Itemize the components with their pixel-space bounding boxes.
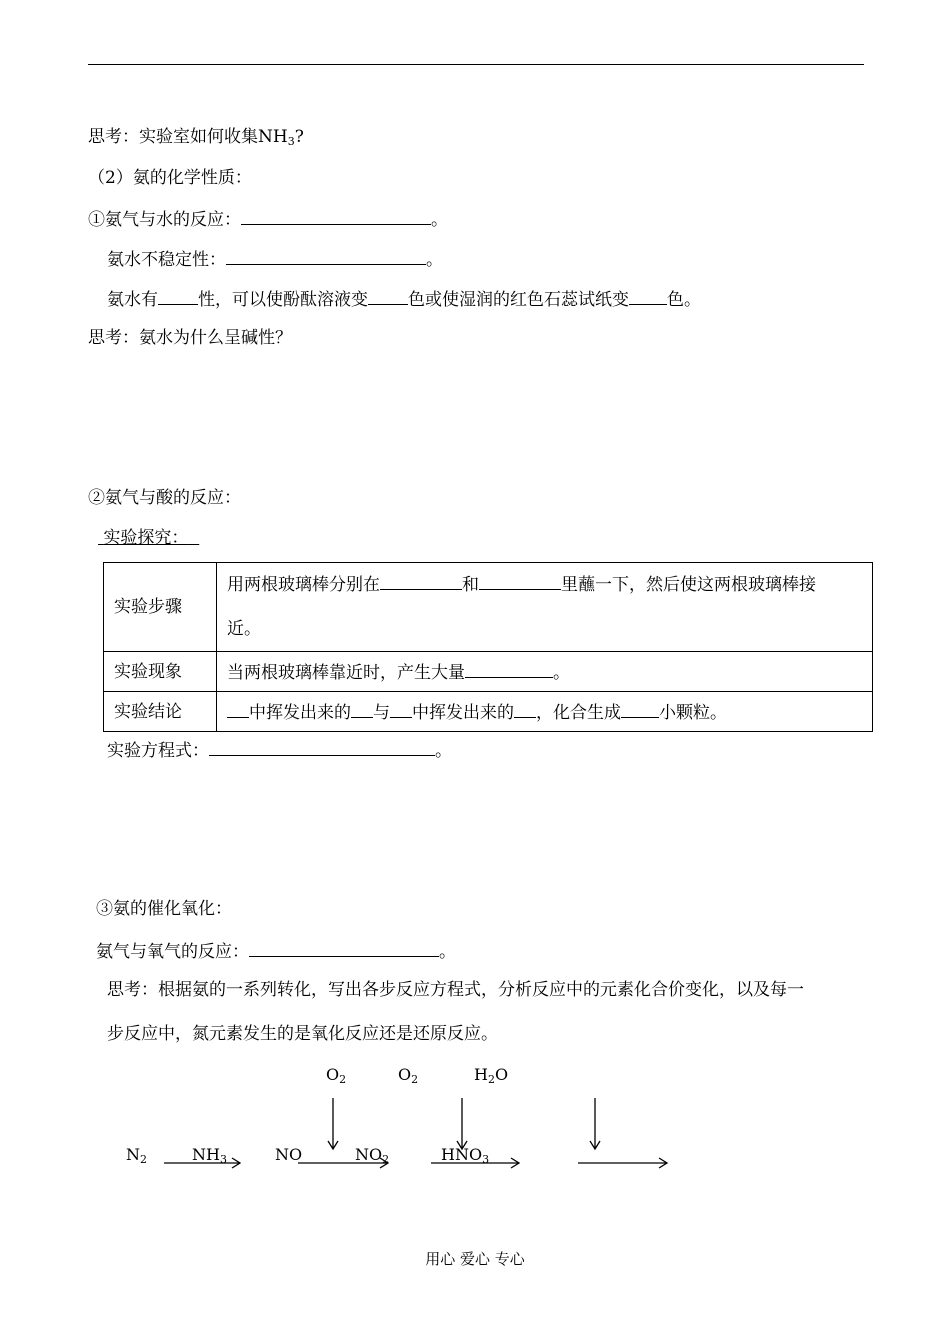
right-arrow-icon [578,1158,667,1168]
page-footer: 用心 爱心 专心 [425,1250,525,1268]
oxygen-reaction-label: 氨气与氧气的反应： [96,942,249,962]
text-fragment: 色或使湿润的红色石蕊试纸变 [408,290,629,310]
phenomenon-label: 实验现象 [104,652,217,692]
reagent-h2o: $H_2O$ [474,1065,509,1086]
text-fragment: 小颗粒。 [659,702,727,723]
text-fragment: 和 [462,575,479,595]
text-fragment: 里蘸一下，然后使这两根玻璃棒接 [561,575,816,595]
right-arrow-icon [298,1158,388,1168]
reagent-o2-1: $O_2$ [326,1065,347,1086]
catalytic-oxidation-label: ③氨的催化氧化： [96,899,232,919]
think-basic: 思考：氨水为什么呈碱性？ [88,328,292,348]
period: 。 [426,250,443,270]
down-arrow-icon [590,1098,600,1149]
right-arrow-icon [431,1158,519,1168]
species-nh3: $NH_3$ [192,1145,227,1166]
subscript: 3 [287,135,295,148]
text-fragment: 当两根玻璃棒靠近时，产生大量 [227,662,465,683]
down-arrow-icon [328,1098,338,1149]
explore-label-text: 实验探究： [103,528,189,548]
period: 。 [439,942,456,962]
text-fragment: 近。 [227,619,261,639]
text-fragment: 中挥发出来的 [412,702,514,723]
think-chain-line-1: 思考：根据氨的一系列转化，写出各步反应方程式，分析反应中的元素化合价变化，以及每一 [107,980,804,1000]
species-hno3: $HNO_3$ [441,1145,490,1166]
reaction-water-label: ①氨气与水的反应： [88,210,241,230]
period: 。 [431,210,448,230]
think-chain-line-2: 步反应中，氮元素发生的是氧化反应还是还原反应。 [107,1024,498,1044]
question-mark: ? [294,127,304,147]
text-fragment: 用两根玻璃棒分别在 [227,575,380,595]
equation-label: 实验方程式： [107,741,209,761]
conclusion-label: 实验结论 [104,692,217,732]
step-label: 实验步骤 [104,563,217,652]
species-no: NO [275,1145,303,1164]
text-fragment: 与 [373,702,390,723]
text-fragment: 。 [553,662,570,683]
species-n2: $N_2$ [126,1145,147,1166]
text-fragment: 中挥发出来的 [249,702,351,723]
text-fragment: 色。 [667,290,701,310]
think-collect-text: 思考：实验室如何收集NH [88,127,288,147]
reagent-o2-2: $O_2$ [398,1065,419,1086]
text-fragment: 氨水有 [107,290,158,310]
text-fragment: 性，可以使酚酞溶液变 [198,290,368,310]
section-2-title: （2）氨的化学性质： [88,168,252,188]
unstable-label: 氨水不稳定性： [107,250,226,270]
reaction-acid-label: ②氨气与酸的反应： [88,488,241,508]
species-no2: $NO_2$ [355,1145,390,1166]
period: 。 [435,741,452,761]
right-arrow-icon [164,1158,240,1168]
down-arrow-icon [457,1098,467,1149]
text-fragment: ，化合生成 [536,702,621,723]
